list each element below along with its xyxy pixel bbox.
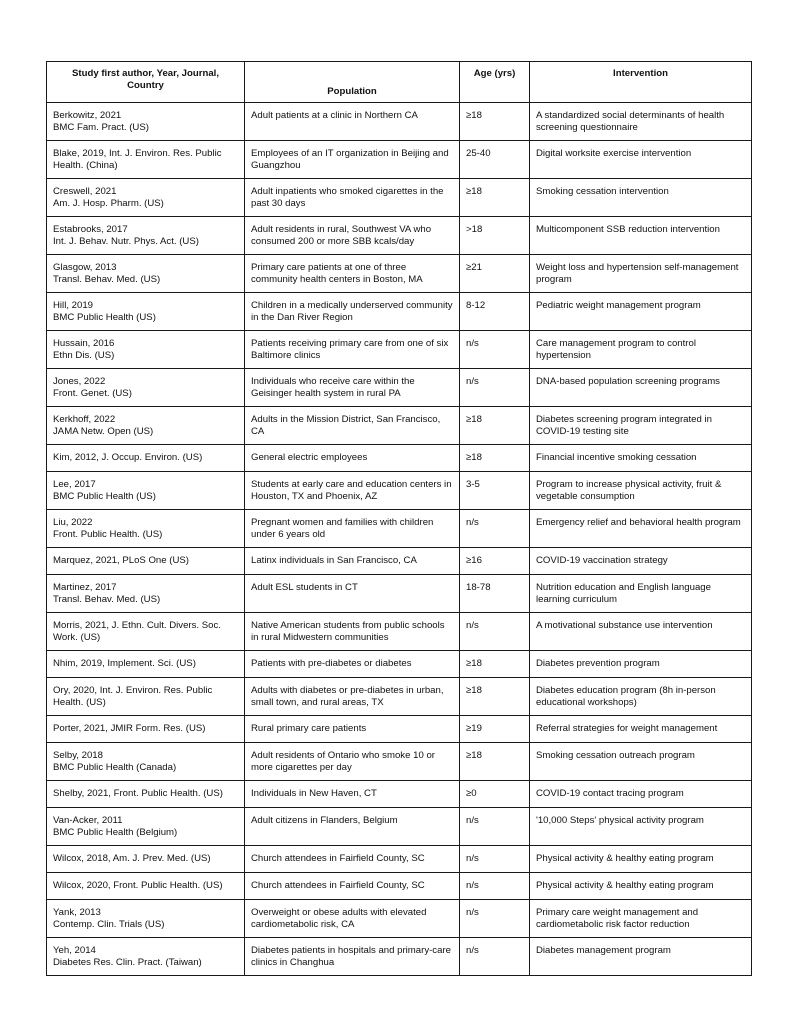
cell-population: Children in a medically underserved community in the Dan River Region bbox=[245, 293, 460, 331]
cell-intervention: Primary care weight management and cardiometabolic risk factor reduction bbox=[530, 900, 752, 938]
table-row bbox=[47, 141, 752, 179]
cell-study: Jones, 2022 Front. Genet. (US) bbox=[47, 369, 245, 407]
cell-intervention: Care management program to control hypertension bbox=[530, 331, 752, 369]
table-row bbox=[47, 103, 752, 141]
cell-study: Selby, 2018 BMC Public Health (Canada) bbox=[47, 743, 245, 781]
cell-study: Yeh, 2014 Diabetes Res. Clin. Pract. (Taiwan) bbox=[47, 938, 245, 976]
cell-intervention: Weight loss and hypertension self-management program bbox=[530, 255, 752, 293]
table-row bbox=[47, 179, 752, 217]
cell-age: n/s bbox=[460, 510, 530, 548]
cell-intervention: Digital worksite exercise intervention bbox=[530, 141, 752, 179]
cell-age: n/s bbox=[460, 808, 530, 846]
table-row bbox=[47, 217, 752, 255]
header-study: Study first author, Year, Journal, Country bbox=[47, 62, 245, 103]
cell-age: ≥18 bbox=[460, 743, 530, 781]
header-age: Age (yrs) bbox=[460, 62, 530, 103]
cell-population: Church attendees in Fairfield County, SC bbox=[245, 873, 460, 900]
cell-intervention: Diabetes prevention program bbox=[530, 651, 752, 678]
cell-intervention: Emergency relief and behavioral health program bbox=[530, 510, 752, 548]
cell-intervention: Pediatric weight management program bbox=[530, 293, 752, 331]
cell-age: ≥19 bbox=[460, 716, 530, 743]
table-row bbox=[47, 445, 752, 472]
cell-age: 18-78 bbox=[460, 575, 530, 613]
table-row bbox=[47, 613, 752, 651]
cell-population: Patients receiving primary care from one of six Baltimore clinics bbox=[245, 331, 460, 369]
cell-intervention: A standardized social determinants of health screening questionnaire bbox=[530, 103, 752, 141]
cell-intervention: Physical activity & healthy eating program bbox=[530, 846, 752, 873]
cell-population: Individuals in New Haven, CT bbox=[245, 781, 460, 808]
cell-study: Morris, 2021, J. Ethn. Cult. Divers. Soc. Work. (US) bbox=[47, 613, 245, 651]
table-row bbox=[47, 808, 752, 846]
cell-intervention: DNA-based population screening programs bbox=[530, 369, 752, 407]
cell-study: Glasgow, 2013 Transl. Behav. Med. (US) bbox=[47, 255, 245, 293]
table-row bbox=[47, 743, 752, 781]
table-row bbox=[47, 900, 752, 938]
cell-age: >18 bbox=[460, 217, 530, 255]
cell-population: Adult patients at a clinic in Northern CA bbox=[245, 103, 460, 141]
cell-intervention: Diabetes management program bbox=[530, 938, 752, 976]
cell-age: n/s bbox=[460, 846, 530, 873]
cell-age: n/s bbox=[460, 331, 530, 369]
table-row bbox=[47, 873, 752, 900]
cell-population: General electric employees bbox=[245, 445, 460, 472]
cell-population: Native American students from public schools in rural Midwestern communities bbox=[245, 613, 460, 651]
cell-population: Overweight or obese adults with elevated cardiometabolic risk, CA bbox=[245, 900, 460, 938]
cell-study: Estabrooks, 2017 Int. J. Behav. Nutr. Phys. Act. (US) bbox=[47, 217, 245, 255]
cell-age: ≥18 bbox=[460, 103, 530, 141]
cell-study: Lee, 2017 BMC Public Health (US) bbox=[47, 472, 245, 510]
cell-population: Latinx individuals in San Francisco, CA bbox=[245, 548, 460, 575]
cell-age: n/s bbox=[460, 873, 530, 900]
cell-intervention: Physical activity & healthy eating program bbox=[530, 873, 752, 900]
cell-population: Students at early care and education centers in Houston, TX and Phoenix, AZ bbox=[245, 472, 460, 510]
cell-study: Yank, 2013 Contemp. Clin. Trials (US) bbox=[47, 900, 245, 938]
cell-population: Individuals who receive care within the Geisinger health system in rural PA bbox=[245, 369, 460, 407]
table-row bbox=[47, 938, 752, 976]
table-row bbox=[47, 548, 752, 575]
cell-study: Berkowitz, 2021 BMC Fam. Pract. (US) bbox=[47, 103, 245, 141]
cell-age: ≥18 bbox=[460, 179, 530, 217]
cell-population: Adults in the Mission District, San Francisco, CA bbox=[245, 407, 460, 445]
cell-population: Pregnant women and families with children under 6 years old bbox=[245, 510, 460, 548]
cell-intervention: Financial incentive smoking cessation bbox=[530, 445, 752, 472]
cell-age: n/s bbox=[460, 938, 530, 976]
table-row bbox=[47, 472, 752, 510]
cell-population: Adult inpatients who smoked cigarettes in the past 30 days bbox=[245, 179, 460, 217]
cell-intervention: COVID-19 vaccination strategy bbox=[530, 548, 752, 575]
cell-age: ≥0 bbox=[460, 781, 530, 808]
table-row bbox=[47, 846, 752, 873]
table-row bbox=[47, 781, 752, 808]
table-row bbox=[47, 255, 752, 293]
header-intervention: Intervention bbox=[530, 62, 752, 103]
cell-population: Primary care patients at one of three community health centers in Boston, MA bbox=[245, 255, 460, 293]
cell-age: 25-40 bbox=[460, 141, 530, 179]
cell-study: Shelby, 2021, Front. Public Health. (US) bbox=[47, 781, 245, 808]
cell-population: Church attendees in Fairfield County, SC bbox=[245, 846, 460, 873]
cell-study: Porter, 2021, JMIR Form. Res. (US) bbox=[47, 716, 245, 743]
table-body bbox=[47, 103, 752, 976]
cell-age: ≥18 bbox=[460, 678, 530, 716]
cell-study: Kerkhoff, 2022 JAMA Netw. Open (US) bbox=[47, 407, 245, 445]
cell-population: Rural primary care patients bbox=[245, 716, 460, 743]
cell-age: ≥18 bbox=[460, 651, 530, 678]
cell-study: Creswell, 2021 Am. J. Hosp. Pharm. (US) bbox=[47, 179, 245, 217]
cell-age: ≥18 bbox=[460, 445, 530, 472]
table-row bbox=[47, 575, 752, 613]
cell-intervention: Diabetes screening program integrated in COVID-19 testing site bbox=[530, 407, 752, 445]
cell-population: Adult ESL students in CT bbox=[245, 575, 460, 613]
cell-intervention: Diabetes education program (8h in-person educational workshops) bbox=[530, 678, 752, 716]
header-population: Population bbox=[245, 62, 460, 103]
cell-study: Martinez, 2017 Transl. Behav. Med. (US) bbox=[47, 575, 245, 613]
cell-intervention: Nutrition education and English language learning curriculum bbox=[530, 575, 752, 613]
header-row bbox=[47, 62, 752, 103]
cell-population: Adult residents of Ontario who smoke 10 or more cigarettes per day bbox=[245, 743, 460, 781]
table-row bbox=[47, 678, 752, 716]
cell-intervention: A motivational substance use intervention bbox=[530, 613, 752, 651]
cell-population: Employees of an IT organization in Beijing and Guangzhou bbox=[245, 141, 460, 179]
cell-age: 8-12 bbox=[460, 293, 530, 331]
cell-study: Ory, 2020, Int. J. Environ. Res. Public Health. (US) bbox=[47, 678, 245, 716]
table-row bbox=[47, 651, 752, 678]
cell-age: ≥21 bbox=[460, 255, 530, 293]
table-row bbox=[47, 293, 752, 331]
cell-population: Diabetes patients in hospitals and primary-care clinics in Changhua bbox=[245, 938, 460, 976]
cell-intervention: Smoking cessation intervention bbox=[530, 179, 752, 217]
cell-age: n/s bbox=[460, 900, 530, 938]
cell-study: Kim, 2012, J. Occup. Environ. (US) bbox=[47, 445, 245, 472]
cell-age: n/s bbox=[460, 613, 530, 651]
cell-study: Van-Acker, 2011 BMC Public Health (Belgium) bbox=[47, 808, 245, 846]
table-row bbox=[47, 510, 752, 548]
cell-intervention: Program to increase physical activity, fruit & vegetable consumption bbox=[530, 472, 752, 510]
table-row bbox=[47, 331, 752, 369]
cell-study: Hill, 2019 BMC Public Health (US) bbox=[47, 293, 245, 331]
table-row bbox=[47, 716, 752, 743]
cell-study: Blake, 2019, Int. J. Environ. Res. Public Health. (China) bbox=[47, 141, 245, 179]
cell-age: 3-5 bbox=[460, 472, 530, 510]
table-row bbox=[47, 407, 752, 445]
cell-population: Adult citizens in Flanders, Belgium bbox=[245, 808, 460, 846]
cell-age: ≥16 bbox=[460, 548, 530, 575]
cell-study: Wilcox, 2018, Am. J. Prev. Med. (US) bbox=[47, 846, 245, 873]
table-row bbox=[47, 369, 752, 407]
cell-study: Wilcox, 2020, Front. Public Health. (US) bbox=[47, 873, 245, 900]
cell-intervention: Multicomponent SSB reduction intervention bbox=[530, 217, 752, 255]
cell-intervention: Smoking cessation outreach program bbox=[530, 743, 752, 781]
cell-study: Liu, 2022 Front. Public Health. (US) bbox=[47, 510, 245, 548]
cell-intervention: Referral strategies for weight management bbox=[530, 716, 752, 743]
cell-population: Adult residents in rural, Southwest VA who consumed 200 or more SBB kcals/day bbox=[245, 217, 460, 255]
studies-table bbox=[46, 61, 752, 976]
cell-study: Marquez, 2021, PLoS One (US) bbox=[47, 548, 245, 575]
cell-study: Nhim, 2019, Implement. Sci. (US) bbox=[47, 651, 245, 678]
cell-study: Hussain, 2016 Ethn Dis. (US) bbox=[47, 331, 245, 369]
cell-intervention: '10,000 Steps' physical activity program bbox=[530, 808, 752, 846]
cell-intervention: COVID-19 contact tracing program bbox=[530, 781, 752, 808]
cell-age: n/s bbox=[460, 369, 530, 407]
cell-population: Adults with diabetes or pre-diabetes in urban, small town, and rural areas, TX bbox=[245, 678, 460, 716]
cell-age: ≥18 bbox=[460, 407, 530, 445]
cell-population: Patients with pre-diabetes or diabetes bbox=[245, 651, 460, 678]
